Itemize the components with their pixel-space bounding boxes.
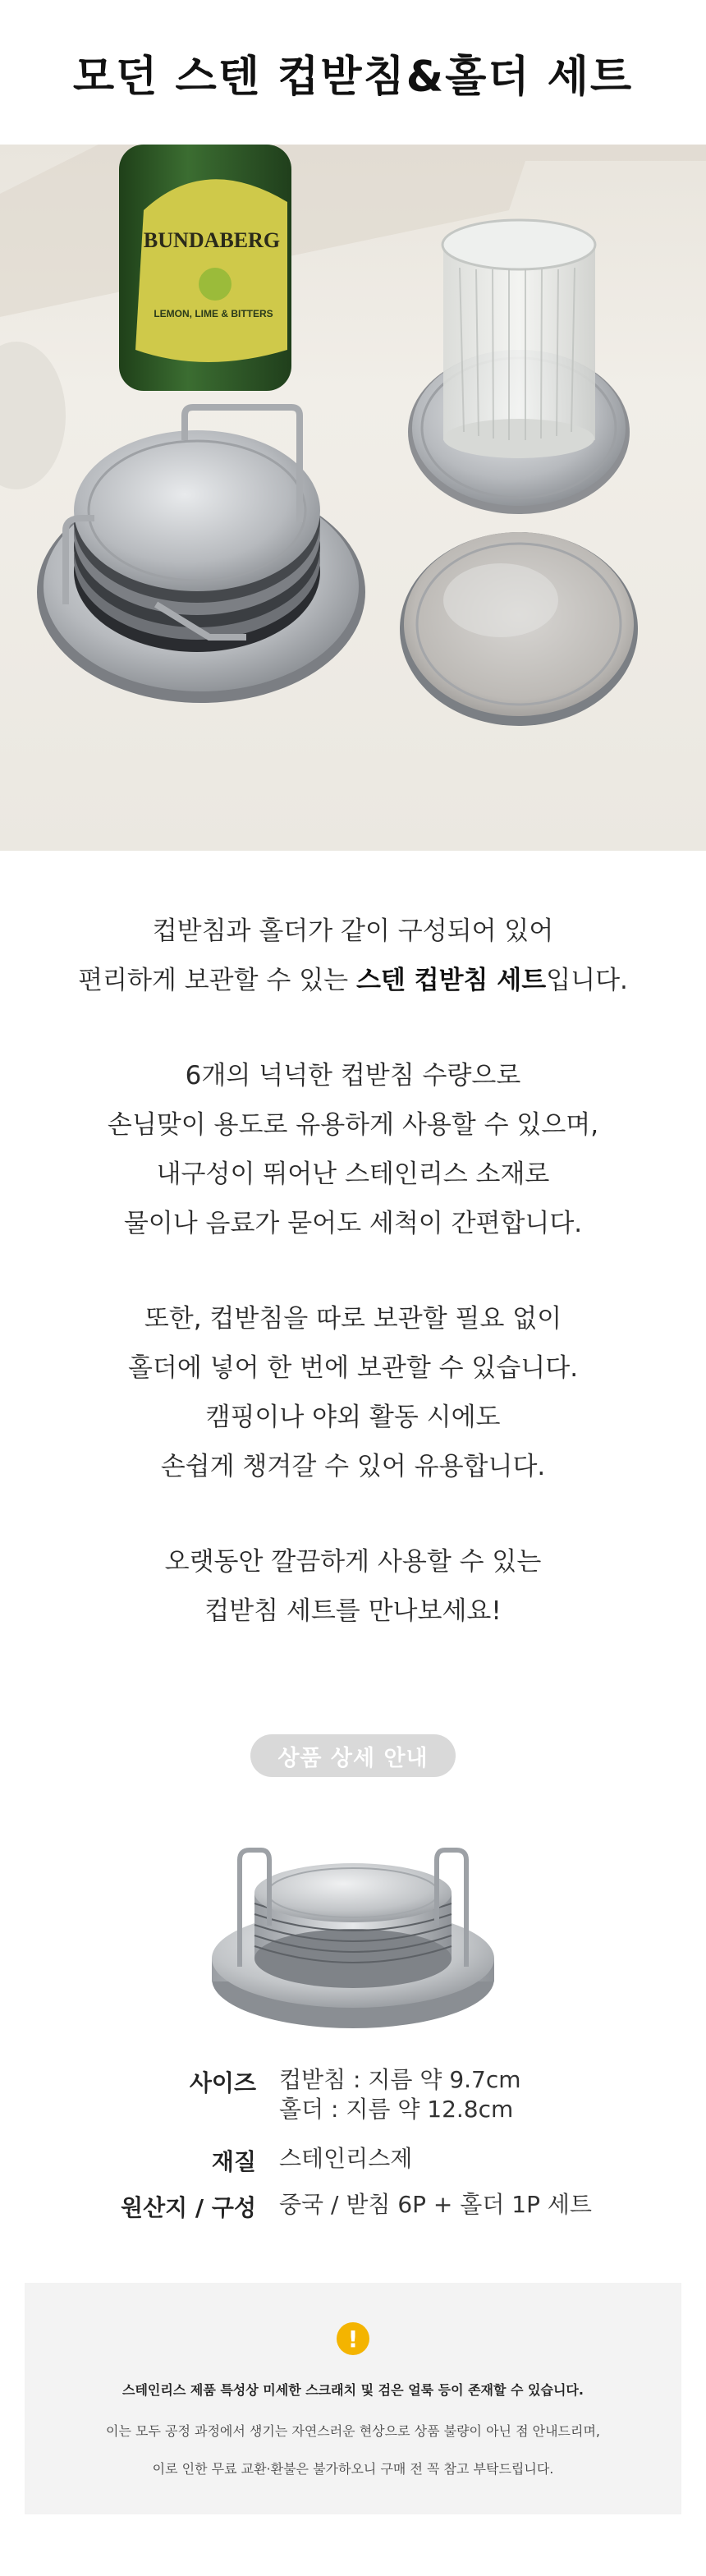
spec-label: 재질 [211, 2148, 256, 2175]
loose-coaster [400, 532, 638, 726]
notice-line-1: 스테인리스 제품 특성상 미세한 스크래치 및 검은 얼룩 등이 존재할 수 있습니다. [122, 2382, 584, 2398]
desc-line: 캠핑이나 야외 활동 시에도 [205, 1403, 501, 1432]
desc-line: 오랫동안 깔끔하게 사용할 수 있는 [164, 1547, 542, 1577]
exclamation-icon: ! [337, 2322, 369, 2355]
desc-line: 또한, 컵받침을 따로 보관할 필요 없이 [144, 1304, 562, 1334]
desc-text: 입니다. [546, 966, 628, 995]
desc-line: 6개의 넉넉한 컵받침 수량으로 [185, 1061, 521, 1091]
desc-line: 컵받침 세트를 만나보세요! [204, 1596, 502, 1626]
bottle-label-brand: BUNDABERG [143, 228, 281, 252]
desc-text: 편리하게 보관할 수 있는 [78, 966, 356, 995]
desc-bold-text: 스텐 컵받침 세트 [355, 966, 547, 995]
desc-line-emphasis [0, 956, 706, 1005]
spec-value: 스테인리스제 [279, 2145, 413, 2172]
product-illustration [189, 1802, 517, 2049]
bottle-label-sub: LEMON, LIME & BITTERS [154, 308, 273, 319]
desc-line: 손님맞이 용도로 유용하게 사용할 수 있으며, [107, 1110, 599, 1140]
spec-value: 중국 / 받침 6P + 홀더 1P 세트 [279, 2191, 592, 2218]
title-band [0, 0, 706, 145]
hero-illustration [0, 145, 706, 851]
spec-value: 컵받침 : 지름 약 9.7cm [279, 2066, 521, 2093]
description [0, 851, 706, 1672]
notice-line-2: 이는 모두 공정 과정에서 생기는 자연스러운 현상으로 상품 불량이 아닌 점 안내드리며, [106, 2423, 600, 2439]
desc-line: 내구성이 뛰어난 스테인리스 소재로 [156, 1159, 550, 1189]
bottle [119, 145, 291, 391]
notice-box [25, 2283, 681, 2514]
desc-line: 홀더에 넣어 한 번에 보관할 수 있습니다. [127, 1353, 579, 1383]
details-badge: 상품 상세 안내 [250, 1734, 456, 1777]
details-badge-wrap [0, 1734, 706, 1777]
page-title: 모던 스텐 컵받침&홀더 세트 [72, 52, 634, 102]
hero-photo [0, 145, 706, 851]
notice-line-3: 이로 인한 무료 교환·환불은 불가하오니 구매 전 꼭 참고 부탁드립니다. [152, 2461, 554, 2477]
desc-line: 물이나 음료가 묻어도 세척이 간편합니다. [123, 1209, 583, 1238]
desc-line: 컵받침과 홀더가 같이 구성되어 있어 [152, 916, 554, 946]
coaster-stack [254, 1863, 452, 1988]
spec-value: 홀더 : 지름 약 12.8cm [279, 2096, 514, 2123]
spec-label: 원산지 / 구성 [121, 2194, 256, 2221]
product-image [189, 1802, 517, 2049]
spec-label: 사이즈 [189, 2069, 256, 2096]
desc-line: 손쉽게 챙겨갈 수 있어 유용합니다. [160, 1452, 546, 1481]
